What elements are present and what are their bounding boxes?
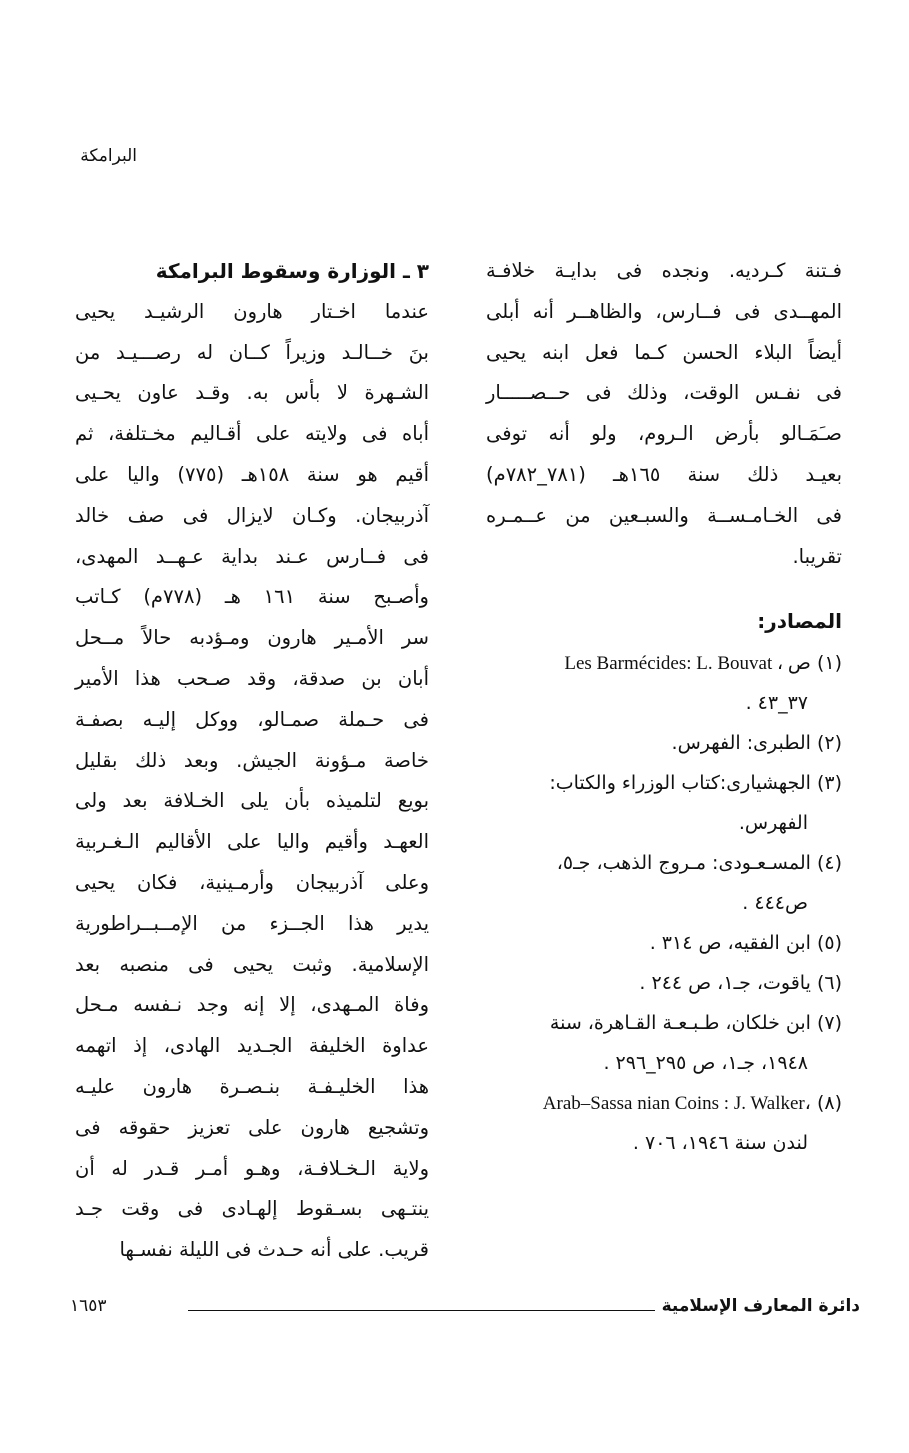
source-line-continued: الفهرس. [738,812,808,835]
left-column [75,251,429,1271]
source-line [486,1003,842,1043]
right-column-body [486,251,842,577]
source-item [486,1003,842,1083]
text-line: أقيم هو سنة ١٥٨هـ (٧٧٥) واليا على [75,462,430,486]
text-line: ينتـهى بسـقوط إلهـادى فى وقت جـد [75,1197,429,1221]
source-line [486,763,842,803]
text-line: وتشجيع هارون على تعزيز حقوقه فى [75,1115,429,1139]
source-line [486,723,842,763]
source-text: ابن خلكان، طـبـعـة القـاهرة، سنة [549,1012,811,1035]
source-line [486,1083,842,1123]
source-item [486,963,842,1003]
text-line: أباه فى ولايته على أقـاليم مخـتلفة، ثم [75,422,429,446]
source-number: (٦) [816,972,842,995]
source-item [486,723,842,763]
source-number: (٧) [816,1012,842,1035]
footer-rule [188,1310,655,1311]
source-item [486,1083,842,1163]
text-line: عداوة الخليفة الجـديد الهادى، إذ اتهمه [75,1034,429,1058]
text-line: الإسلامية. وثبت يحيى فى منصبه بعد [75,952,429,976]
left-column-body [75,292,429,1271]
running-header: البرامكة [80,146,137,166]
text-line: بعيـد ذلك سنة ١٦٥هـ (٧٨١_٧٨٢م) [486,462,843,486]
text-line: أيضاً البلاء الحسن كـما فعل ابنه يحيى [486,340,842,364]
source-line [486,963,842,1003]
section-title: ٣ ـ الوزارة وسقوط البرامكة [155,259,429,283]
source-line [486,843,842,883]
source-text: الطبرى: الفهرس. [671,732,811,755]
source-line [486,643,842,683]
source-line-continued: لندن سنة ١٩٤٦، ٧٠٦ . [632,1132,808,1155]
text-line: خاصة مـؤونة الجيش. وبعد ذلك بقليل [75,748,429,772]
source-number: (١) [816,652,842,675]
source-item [486,923,842,963]
text-line: ولاية الـخـلافـة، وهـو أمـر قـدر له أن [75,1156,429,1180]
sources-list [486,643,842,1163]
text-line: صـَمَـالو بأرض الـروم، ولو أنه توفى [486,422,842,446]
source-line [486,923,842,963]
text-line: وفاة المـهدى، إلا إنه وجد نـفسه مـحل [75,993,429,1017]
source-line-continued: ٣٧_٤٣ . [745,692,808,715]
source-text: Les Barmécides: L. Bouvat ، ص [564,653,811,675]
source-text: ابن الفقيه، ص ٣١٤ . [649,932,811,955]
text-line: فى حـملة صمـالو، ووكل إليـه بصفـة [75,707,429,731]
sources-heading: المصادر: [757,609,842,634]
text-line: فى الخـامـســة والسبـعين من عــمـره [486,503,842,527]
text-line: عندما اخـتار هارون الرشيـد يحيى [75,299,429,323]
page-number: ١٦٥٣ [70,1296,107,1316]
right-column [486,251,842,1163]
source-item [486,843,842,923]
source-line-continued: ١٩٤٨، جـ١، ص ٢٩٥_٢٩٦ . [603,1052,808,1075]
source-text: ياقوت، جـ١، ص ٢٤٤ . [639,972,811,995]
source-text: المسـعـودى: مـروج الذهب، جـ٥، [556,852,811,875]
text-line: هذا الخليـفـة بنـصـرة هارون عليـه [75,1074,429,1098]
text-line: فـتنة كـرديه. ونجده فى بدايـة خلافـة [486,259,842,282]
source-number: (٤) [816,852,842,875]
source-number: (٣) [816,772,842,795]
page-footer [60,1296,860,1318]
text-line: سر الأمـير هارون ومـؤدبه حالاً مــحل [75,626,429,650]
text-line: المهــدى فى فــارس، والظاهــر أنه أبلى [486,299,842,323]
text-line: فى فــارس عـند بداية عـهــد المهدى، [75,544,429,568]
source-number: (٢) [816,732,842,755]
source-number: (٥) [816,932,842,955]
source-item [486,643,842,723]
text-line: فى نفـس الوقت، وذلك فى حــصـــــار [486,381,842,405]
source-number: (٨) [816,1092,842,1115]
source-line-continued: ص٤٤٤ . [742,892,808,915]
text-line: وعلى آذربيجان وأرمـينية، فكان يحيى [75,870,429,894]
text-line: بويع لتلميذه بأن يلى الخـلافة بعد ولى [75,789,429,813]
source-text: الجهشيارى:كتاب الوزراء والكتاب: [549,772,811,795]
source-item [486,763,842,843]
text-line: قريب. على أنه حـدث فى الليلة نفسـها [119,1238,429,1262]
text-line: العهـد وأقيم واليا على الأقاليم الـغـربية [75,830,429,854]
text-line: بنَ خــالـد وزيراً كــان له رصـــيـد من [75,340,429,364]
text-line: وأصـبح سنة ١٦١ هـ (٧٧٨م) كـاتب [75,585,429,609]
text-line: آذربيجان. وكـان لايزال فى صف خالد [75,503,429,527]
text-line: أبان بن صدقة، وقد صـحب هذا الأمير [75,666,429,690]
text-line: يدير هذا الجــزء من الإمــبــراطورية [75,911,429,935]
footer-title: دائرة المعارف الإسلامية [661,1296,860,1316]
text-line: الشـهرة لا بأس به. وقـد عاون يحـيى [75,381,429,405]
source-text: Arab–Sassa nian Coins : J. Walker، [542,1093,811,1115]
text-line: تقريبا. [792,544,842,568]
